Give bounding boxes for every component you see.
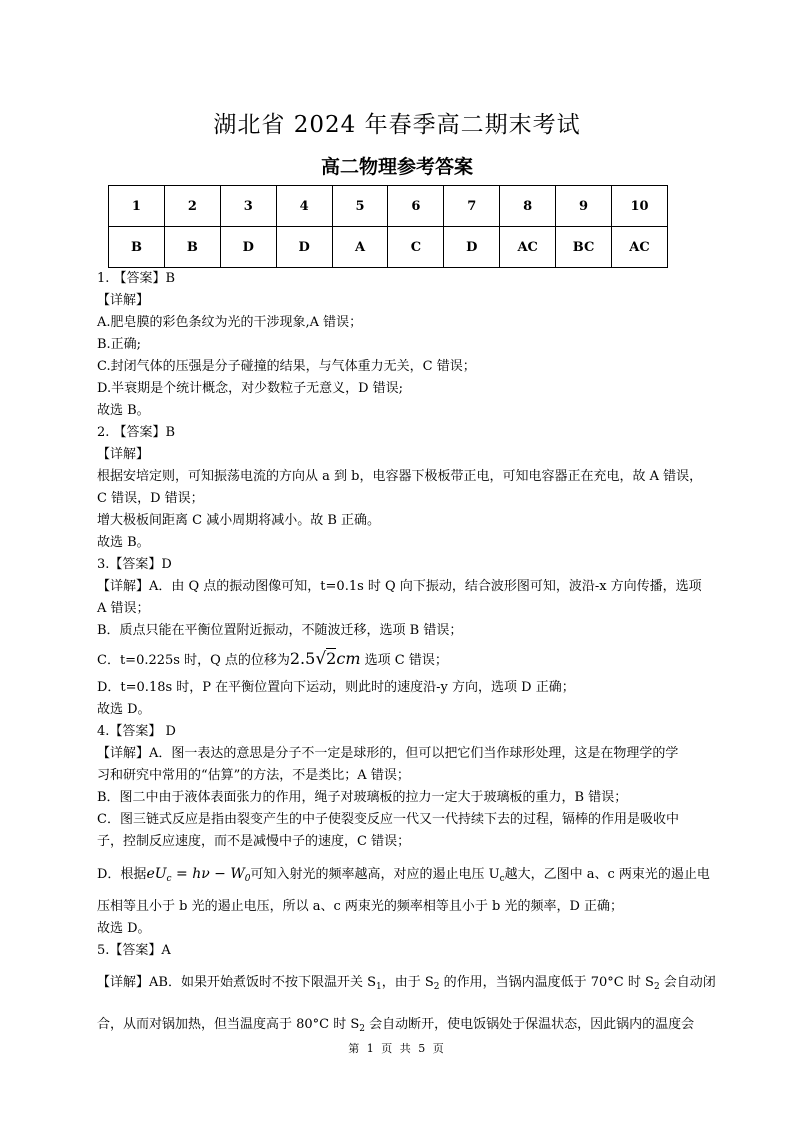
question-number-cell: 1	[109, 186, 165, 227]
question-number-cell: 5	[332, 186, 388, 227]
page-title: 湖北省 2024 年春季高二期末考试	[213, 112, 581, 138]
answer-cell: D	[276, 227, 332, 268]
q5-line-1: 【详解】AB．如果开始煮饭时不按下限温开关 $S_1$，由于 $S_2$ 的作用，当锅内温度低于 70°C 时 $S_2$ 会自动闭	[97, 975, 716, 992]
sqrt-icon: √	[315, 649, 327, 669]
q3-c-unit: cm	[336, 649, 361, 668]
q5-line-2: 合，从而对锅加热，但当温度高于 80°C 时 $S_2$ 会自动断开，使电饭锅处于保温状态，因此锅内的温度会	[97, 1017, 695, 1034]
q3-c-number: 2.5	[289, 649, 316, 668]
answer-cell: C	[388, 227, 444, 268]
question-number-cell: 6	[388, 186, 444, 227]
answer-cell: AC	[612, 227, 668, 268]
q2-line-3: 增大极板间距离 C 减小周期将减小。故 B 正确。	[97, 513, 381, 528]
q1-option-a: A.肥皂膜的彩色条纹为光的干涉现象,A 错误；	[97, 315, 363, 330]
answer-table	[108, 185, 668, 268]
q4-answer-heading: 4.【答案】 D	[97, 724, 176, 739]
answer-cell: BC	[556, 227, 612, 268]
q4-line-5: 子，控制反应速度，而不是减慢中子的速度，C 错误；	[97, 834, 411, 849]
q3-answer-heading: 3.【答案】D	[97, 557, 172, 572]
q5-line-1-part-a: 【详解】AB．如果开始煮饭时不按下限温开关 S	[97, 975, 376, 990]
q2-line-2: C 错误，D 错误；	[97, 491, 204, 506]
answer-explanations	[97, 268, 716, 1046]
q4-d-prefix: D．根据	[97, 867, 147, 882]
q3-line-3: B．质点只能在平衡位置附近振动，不随波迁移，选项 B 错误；	[97, 623, 463, 638]
q1-option-b: B.正确;	[97, 337, 142, 352]
q3-c-prefix: C．t=0.225s 时，Q 点的位移为	[97, 653, 290, 668]
answer-cell: B	[164, 227, 220, 268]
answer-table-answer-row	[109, 227, 668, 268]
q4-line-2: 习和研究中常用的“估算”的方法，不是类比；A 错误；	[97, 768, 410, 783]
q5-answer-heading: 5.【答案】A	[97, 943, 171, 958]
q4-option-d	[97, 853, 710, 896]
q3-option-c	[97, 642, 697, 677]
question-number-cell: 3	[220, 186, 276, 227]
page-footer: 第 1 页 共 5 页	[348, 1042, 446, 1055]
q1-option-c: C.封闭气体的压强是分子碰撞的结果，与气体重力无关，C 错误；	[97, 359, 476, 374]
q4-line-1: 【详解】A．图一表达的意思是分子不一定是球形的，但可以把它们当作球形处理，这是在物理学的学	[97, 746, 679, 761]
question-number-cell: 8	[500, 186, 556, 227]
q5-line-2-part-b: 会自动断开，使电饭锅处于保温状态，因此锅内的温度会	[365, 1017, 695, 1032]
q4-conclusion: 故选 D。	[97, 921, 151, 936]
q4-line-3: B．图二中由于液体表面张力的作用，绳子对玻璃板的拉力一定大于玻璃板的重力，B 错误；	[97, 790, 628, 805]
answer-cell: B	[109, 227, 165, 268]
q1-detail-label: 【详解】	[97, 293, 150, 308]
subscript-c: c	[499, 874, 505, 884]
q4-line-4: C．图三链式反应是指由裂变产生的中子使裂变反应一代又一代持续下去的过程，镉棒的作用是吸收中	[97, 812, 679, 827]
q1-conclusion: 故选 B。	[97, 403, 150, 418]
q3-line-5: D．t=0.18s 时，P 在平衡位置向下运动，则此时的速度沿-y 方向，选项 D 正确；	[97, 680, 575, 695]
question-number-cell: 4	[276, 186, 332, 227]
q5-line-1-part-b: ，由于 S	[381, 975, 434, 990]
question-number-cell: 7	[444, 186, 500, 227]
q2-detail-label: 【详解】	[97, 447, 150, 462]
q3-line-1: 【详解】A．由 Q 点的振动图像可知，t=0.1s 时 Q 向下振动，结合波形图可知，波沿-x 方向传播，选项	[97, 579, 702, 594]
answer-table-number-row	[109, 186, 668, 227]
page-subtitle: 高二物理参考答案	[320, 156, 473, 178]
question-number-cell: 9	[556, 186, 612, 227]
q1-option-d: D.半衰期是个统计概念，对少数粒子无意义，D 错误;	[97, 381, 404, 396]
q3-c-suffix: 选项 C 错误；	[360, 653, 448, 668]
question-number-cell: 2	[164, 186, 220, 227]
answer-cell: AC	[500, 227, 556, 268]
q5-line-1-part-c: 的作用，当锅内温度低于 70°C 时 S	[439, 975, 654, 990]
photoelectric-equation: $eU_c = h\nu - W_0$	[146, 866, 251, 884]
answer-cell: D	[444, 227, 500, 268]
q1-answer-heading: 1. 【答案】B	[97, 271, 176, 286]
q3-c-radicand: 2	[326, 649, 337, 668]
q4-d-text: 可知入射光的频率越高，对应的遏止电压 U	[250, 867, 500, 882]
q2-answer-heading: 2. 【答案】B	[97, 425, 176, 440]
answer-cell: A	[332, 227, 388, 268]
q2-line-1: 根据安培定则，可知振荡电流的方向从 a 到 b，电容器下极板带正电，可知电容器正在充电，故 A 错误，	[97, 469, 703, 484]
q2-conclusion: 故选 B。	[97, 535, 150, 550]
answer-cell: D	[220, 227, 276, 268]
question-number-cell: 10	[612, 186, 668, 227]
q3-line-2: A 错误；	[97, 601, 150, 616]
q4-d-text-2: 越大，乙图中 a、c 两束光的遏止电	[504, 867, 710, 882]
q5-line-2-part-a: 合，从而对锅加热，但当温度高于 80°C 时 S	[97, 1017, 360, 1032]
q4-line-7: 压相等且小于 b 光的遏止电压，所以 a、c 两束光的频率相等且小于 b 光的频率，D 正确；	[97, 899, 624, 914]
q5-line-1-part-d: 会自动闭	[659, 975, 716, 990]
q3-conclusion: 故选 D。	[97, 702, 151, 717]
